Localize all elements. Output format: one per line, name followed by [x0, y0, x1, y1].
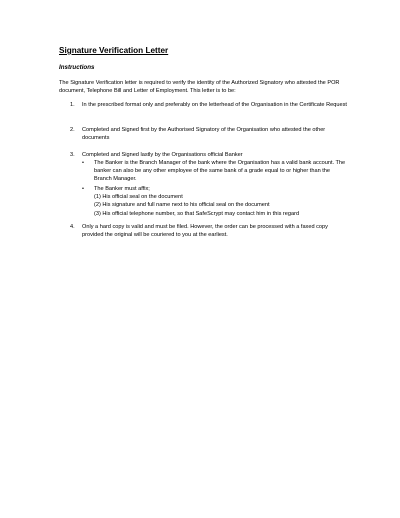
affix-item-2: (2) His signature and full name next to his official seal on the document [94, 202, 270, 209]
bullet-item-banker [82, 159, 348, 184]
list-item-4 [70, 223, 348, 239]
affix-item-1: (1) His official seal on the document [94, 194, 183, 201]
bullet-text: The Banker is the Branch Manager of the bank where the Organisation has a valid bank account. The banker can also be any other employee of the same bank of a grade equal to or higher than the Branch Manager. [94, 160, 346, 183]
list-number: 3. [70, 152, 75, 158]
list-item-text: Completed and Signed first by the Authorised Signatory of the Organisation who attested the other documents [82, 127, 326, 142]
bullet-item-affix [82, 185, 348, 218]
list-item-1 [70, 101, 348, 109]
list-number: 2. [70, 127, 75, 133]
bullet-text: The Banker must affix; [94, 186, 150, 192]
list-number: 1. [70, 102, 75, 108]
bullet-mark: • [82, 160, 84, 166]
list-number: 4. [70, 224, 75, 230]
instructions-heading: Instructions [59, 64, 95, 71]
intro-paragraph: The Signature Verification letter is required to verify the identity of the Authorized Signatory who attested the POR document, Telephone Bill and Letter of Employment. This letter is to be: [59, 80, 340, 95]
list-item-3 [70, 151, 348, 159]
affix-item-3: (3) His official telephone number, so that SafeScrypt may contact him in this regard [94, 210, 300, 217]
bullet-mark: • [82, 186, 84, 192]
list-item-text: Completed and Signed lastly by the Organisations official Banker [82, 152, 243, 158]
document-title: Signature Verification Letter [59, 46, 169, 55]
list-item-text: Only a hard copy is valid and must be filed. However, the order can be processed with a faxed copy provided the original will be couriered to you at the earliest. [82, 224, 328, 239]
list-item-text: In the prescribed format only and preferably on the letterhead of the Organisation in the Certificate Request [82, 102, 347, 108]
list-item-2 [70, 126, 348, 142]
